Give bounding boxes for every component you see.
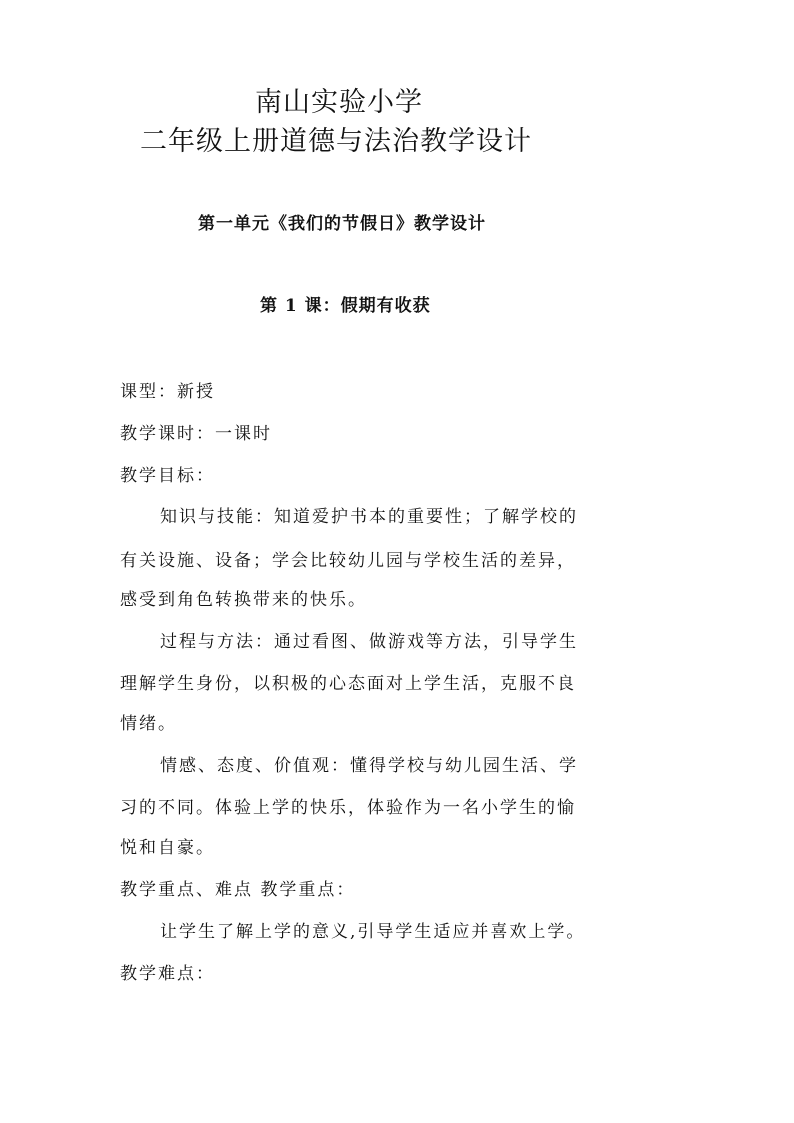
process-goal-line: 过程与方法：通过看图、做游戏等方法，引导学生 (160, 632, 578, 652)
lesson-type: 课型：新授 (120, 382, 215, 402)
unit-title: 第一单元《我们的节假日》教学设计 (198, 214, 486, 234)
school-name: 南山实验小学 (255, 87, 423, 118)
knowledge-goal-line: 知识与技能：知道爱护书本的重要性；了解学校的 (160, 507, 578, 527)
key-point-line: 让学生了解上学的意义,引导学生适应并喜欢上学。 (160, 922, 586, 942)
emotion-goal-line: 习的不同。体验上学的快乐，体验作为一名小学生的愉 (120, 798, 576, 818)
knowledge-goal-line: 有关设施、设备；学会比较幼儿园与学校生活的差异， (120, 551, 576, 571)
goals-heading: 教学目标： (120, 466, 215, 486)
process-goal-line: 情绪。 (120, 714, 177, 734)
emotion-goal-line: 悦和自豪。 (120, 838, 215, 858)
key-points-heading: 教学重点、难点 教学重点： (120, 880, 356, 900)
emotion-goal-line: 情感、态度、价值观：懂得学校与幼儿园生活、学 (160, 756, 578, 776)
lesson-title: 第 1 课：假期有收获 (260, 296, 431, 316)
document-title: 二年级上册道德与法治教学设计 (140, 126, 532, 157)
knowledge-goal-line: 感受到角色转换带来的快乐。 (120, 590, 367, 610)
difficulty-heading: 教学难点： (120, 964, 215, 984)
class-hours: 教学课时：一课时 (120, 424, 272, 444)
process-goal-line: 理解学生身份，以积极的心态面对上学生活，克服不良 (120, 674, 576, 694)
